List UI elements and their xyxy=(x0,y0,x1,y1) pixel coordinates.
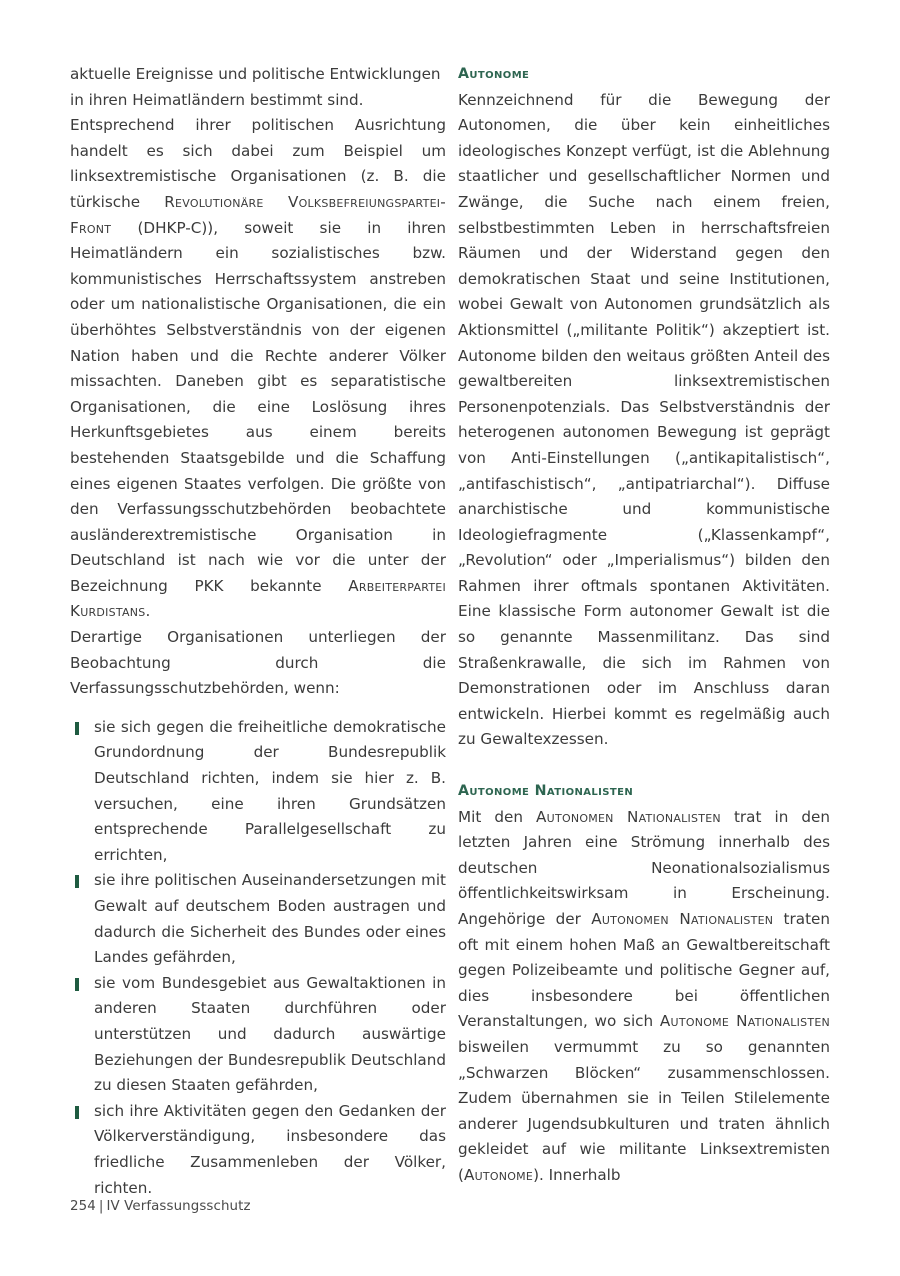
footer-section-title: IV Verfassungsschutz xyxy=(106,1199,251,1214)
organisation-name: Autonomen Nationalisten xyxy=(536,807,721,826)
right-text-column xyxy=(458,62,831,1184)
page-number: 254 xyxy=(70,1199,96,1214)
paragraph: Derartige Organisationen unterliegen der Beobachtung durch die Verfassungsschutzbehörden, wenn: xyxy=(70,628,446,698)
organisation-name: Arbeiterpartei Kurdistans xyxy=(70,576,446,621)
bullet-bar-icon xyxy=(75,1106,79,1119)
list-item xyxy=(70,715,446,869)
list-item xyxy=(70,1099,446,1201)
two-column-text-body xyxy=(70,62,831,1197)
paragraph: Kennzeichnend für die Bewegung der Autonomen, die über kein einheitliches ideologisches Konzept verfügt, ist die Ablehnung staatlicher und gesellschaftlicher Normen und Zwänge, die Suche nach einem freien, selbstbestimmten Leben in herrschaftsfreien Räumen und der Widerstand gegen den demokratischen Staat und seine Institutionen, wobei Gewalt von Autonomen grundsätzlich als Aktionsmittel („militante Politik“) akzeptiert ist. Autonome bilden den weitaus größten Anteil des gewaltbereiten linksextremistischen Personenpotenzials. Das Selbstverständnis der heterogenen autonomen Bewegung ist geprägt von Anti-Einstellungen („antikapitalistisch“, „antifaschistisch“, „antipatriarchal“). Diffuse anarchistische und kommunistische Ideologiefragmente („Klassenkampf“, „Revolution“ oder „Imperialismus“) bilden den Rahmen ihrer oftmals spontanen Aktivitäten. Eine klassische Form autonomer Gewalt ist die so genannte Massenmilitanz. Das sind Straßenkrawalle, die sich im Rahmen von Demonstrationen oder im Anschluss daran entwickeln. Hierbei kommt es regelmäßig auch zu Gewaltexzessen. xyxy=(458,90,830,749)
list-item xyxy=(70,971,446,1099)
section-heading-autonome: Autonome xyxy=(458,66,530,82)
list-item-label: sie ihre politischen Auseinandersetzungen mit Gewalt auf deutschem Boden austragen und dadurch die Sicherheit des Bundes oder eines Landes gefährden, xyxy=(94,871,446,967)
left-text-column xyxy=(70,62,446,1197)
page-footer xyxy=(70,1198,251,1216)
paragraph: aktuelle Ereignisse und politische Entwicklungen in ihren Heimatländern bestimmt sind. xyxy=(70,65,441,109)
criteria-bullet-list xyxy=(70,715,446,1201)
list-item-label: sich ihre Aktivitäten gegen den Gedanken der Völkerverständigung, insbesondere das friedliche Zusammenleben der Völker, richten. xyxy=(94,1101,446,1197)
section-spacer xyxy=(458,753,830,779)
list-item-label: sie sich gegen die freiheitliche demokratische Grundordnung der Bundesrepublik Deutschland richten, indem sie hier z. B. versuchen, eine ihren Grundsätzen entsprechende Parallelgesellschaft zu errichten, xyxy=(94,717,446,864)
organisation-name: Autonomen Nationalisten xyxy=(591,910,774,928)
list-item-label: sie vom Bundesgebiet aus Gewaltaktionen in anderen Staaten durchführen oder unterstützen und dadurch auswärtige Beziehungen der Bundesrepublik Deutschland zu diesen Staaten gefährden, xyxy=(94,973,446,1095)
bullet-bar-icon xyxy=(75,722,79,735)
section-heading-autonome-nationalisten: Autonome Nationalisten xyxy=(458,783,634,800)
bullet-bar-icon xyxy=(75,875,79,888)
paragraph: Entsprechend ihrer politischen Ausrichtung handelt es sich dabei zum Beispiel um linksextremistische Organisationen (z. B. die türkische Revolutionäre Volksbefreiungspartei-Front (DHKP-C)), soweit sie in ihren Heimatländern ein sozialistisches bzw. kommunistisches Herrschaftssystem anstreben oder um nationalistische Organisationen, die ein überhöhtes Selbstverständnis von der eigenen Nation haben und die Rechte anderer Völker missachten. Daneben gibt es separatistische Organisationen, die eine Loslösung ihres Herkunftsgebietes aus einem bereits bestehenden Staatsgebilde und die Schaffung eines eigenen Staates verfolgen. Die größte von den Verfassungsschutzbehörden beobachtete ausländerextremistische Organisation in Deutschland ist nach wie vor die unter der Bezeichnung PKK bekannte Arbeiterpartei Kurdistans. xyxy=(70,116,446,621)
organisation-name: Autonome Nationalisten xyxy=(659,1012,831,1031)
organisation-name: Revolutionäre Volksbefreiungspartei-Front xyxy=(70,192,446,237)
list-item xyxy=(70,868,446,970)
bullet-bar-icon xyxy=(75,978,79,991)
footer-separator: | xyxy=(98,1199,104,1214)
paragraph: Mit den Autonomen Nationalisten trat in den letzten Jahren eine Strömung innerhalb des deutschen Neonationalsozialismus öffentlichkeitswirksam in Erscheinung. Angehörige der Autonomen Nationalisten traten oft mit einem hohen Maß an Gewaltbereitschaft gegen Polizeibeamte und politische Gegner auf, dies insbesondere bei öffentlichen Veranstaltungen, wo sich Autonome Nationalisten bisweilen vermummt zu so genannten „Schwarzen Blöcken“ zusammenschlossen. Zudem übernahmen sie in Teilen Stilelemente anderer Jugendsubkulturen und traten ähnlich gekleidet auf wie militante Linksextremisten (Autonome). Innerhalb xyxy=(458,807,831,1184)
organisation-name: Autonome xyxy=(463,1165,534,1184)
